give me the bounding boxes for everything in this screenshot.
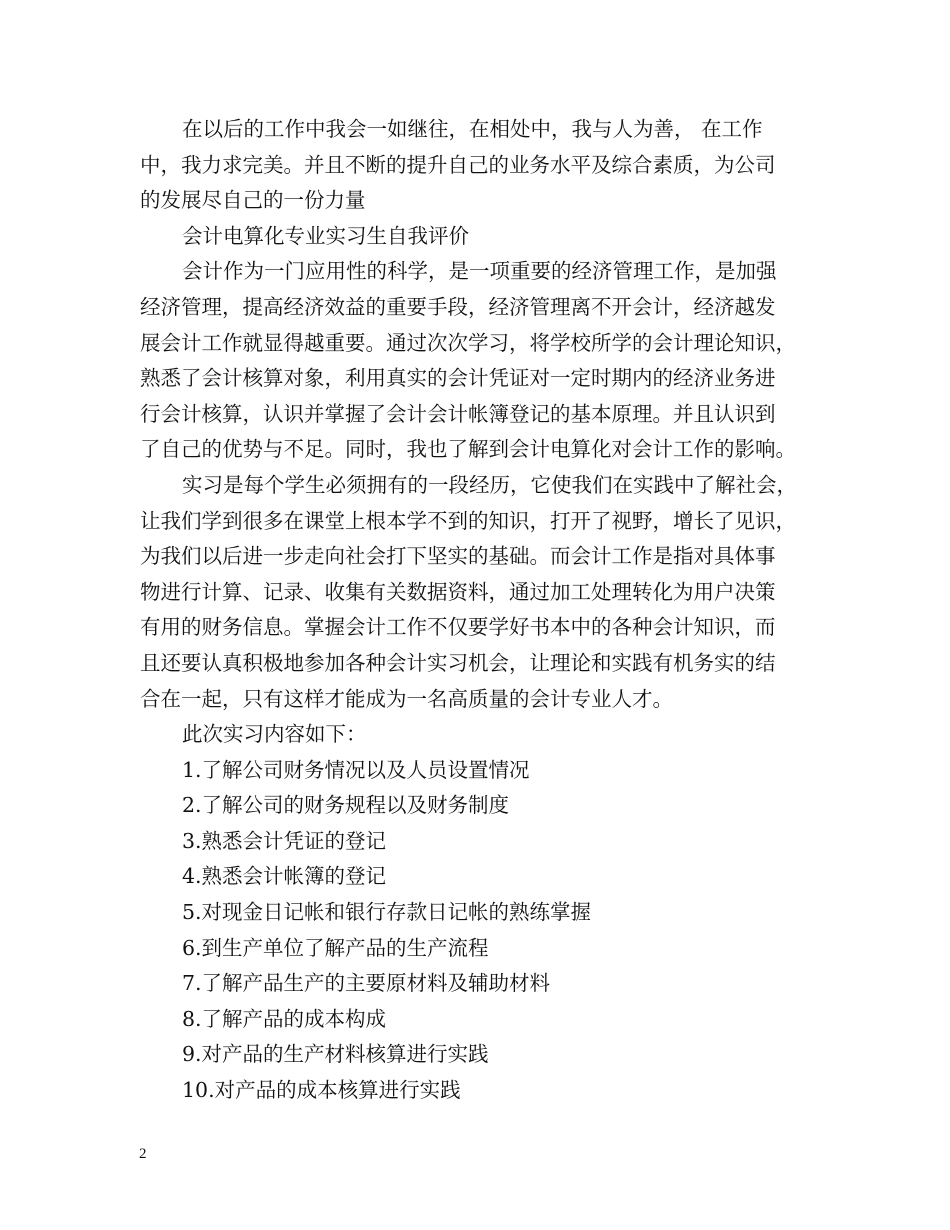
list-item: 8.了解产品的成本构成: [182, 1006, 387, 1031]
page-number: 2: [139, 1146, 147, 1162]
document-body: [140, 112, 820, 1109]
list-item: 2.了解公司的财务规程以及财务制度: [182, 793, 510, 818]
paragraph-2-line-1: 会计作为一门应用性的科学，是一项重要的经济管理工作，是加强: [182, 259, 777, 284]
paragraph-2-line-6: 了自己的优势与不足。同时，我也了解到会计电算化对会计工作的影响。: [140, 437, 796, 462]
list-item: 7.了解产品生产的主要原材料及辅助材料: [182, 971, 551, 996]
paragraph-3-line-5: 有用的财务信息。掌握会计工作不仅要学好书本中的各种会计知识，而: [140, 615, 776, 640]
paragraph-3-line-2: 让我们学到很多在课堂上根本学不到的知识，打开了视野，增长了见识，: [140, 508, 796, 533]
list-item: 9.对产品的生产材料核算进行实践: [182, 1042, 489, 1067]
section-title: 会计电算化专业实习生自我评价: [182, 223, 469, 248]
list-item: 4.熟悉会计帐簿的登记: [182, 864, 387, 889]
paragraph-2-line-3: 展会计工作就显得越重要。通过次次学习，将学校所学的会计理论知识，: [140, 330, 796, 355]
paragraph-3-line-6: 且还要认真积极地参加各种会计实习机会，让理论和实践有机务实的结: [140, 650, 776, 675]
paragraph-2-line-5: 行会计核算，认识并掌握了会计会计帐簿登记的基本原理。并且认识到: [140, 401, 776, 426]
paragraph-3-line-7: 合在一起，只有这样才能成为一名高质量的会计专业人才。: [140, 686, 673, 711]
paragraph-3-line-4: 物进行计算、记录、收集有关数据资料，通过加工处理转化为用户决策: [140, 579, 776, 604]
paragraph-1-line-3: 的发展尽自己的一份力量: [140, 188, 366, 213]
list-item: 5.对现金日记帐和银行存款日记帐的熟练掌握: [182, 900, 592, 925]
paragraph-1-line-2: 中，我力求完美。并且不断的提升自己的业务水平及综合素质，为公司: [140, 152, 776, 177]
paragraph-2-line-4: 熟悉了会计核算对象，利用真实的会计凭证对一定时期内的经济业务进: [140, 366, 776, 391]
list-item: 1.了解公司财务情况以及人员设置情况: [182, 757, 530, 782]
paragraph-3-line-1: 实习是每个学生必须拥有的一段经历，它使我们在实践中了解社会，: [182, 472, 797, 497]
list-item: 6.到生产单位了解产品的生产流程: [182, 935, 489, 960]
list-intro: 此次实习内容如下：: [182, 722, 367, 747]
paragraph-1-line-1: 在以后的工作中我会一如继往，在相处中，我与人为善， 在工作: [182, 117, 763, 141]
paragraph-3-line-3: 为我们以后进一步走向社会打下坚实的基础。而会计工作是指对具体事: [140, 544, 776, 569]
list-item: 3.熟悉会计凭证的登记: [182, 828, 387, 853]
paragraph-2-line-2: 经济管理，提高经济效益的重要手段，经济管理离不开会计，经济越发: [140, 294, 776, 319]
list-item: 10.对产品的成本核算进行实践: [182, 1078, 461, 1103]
